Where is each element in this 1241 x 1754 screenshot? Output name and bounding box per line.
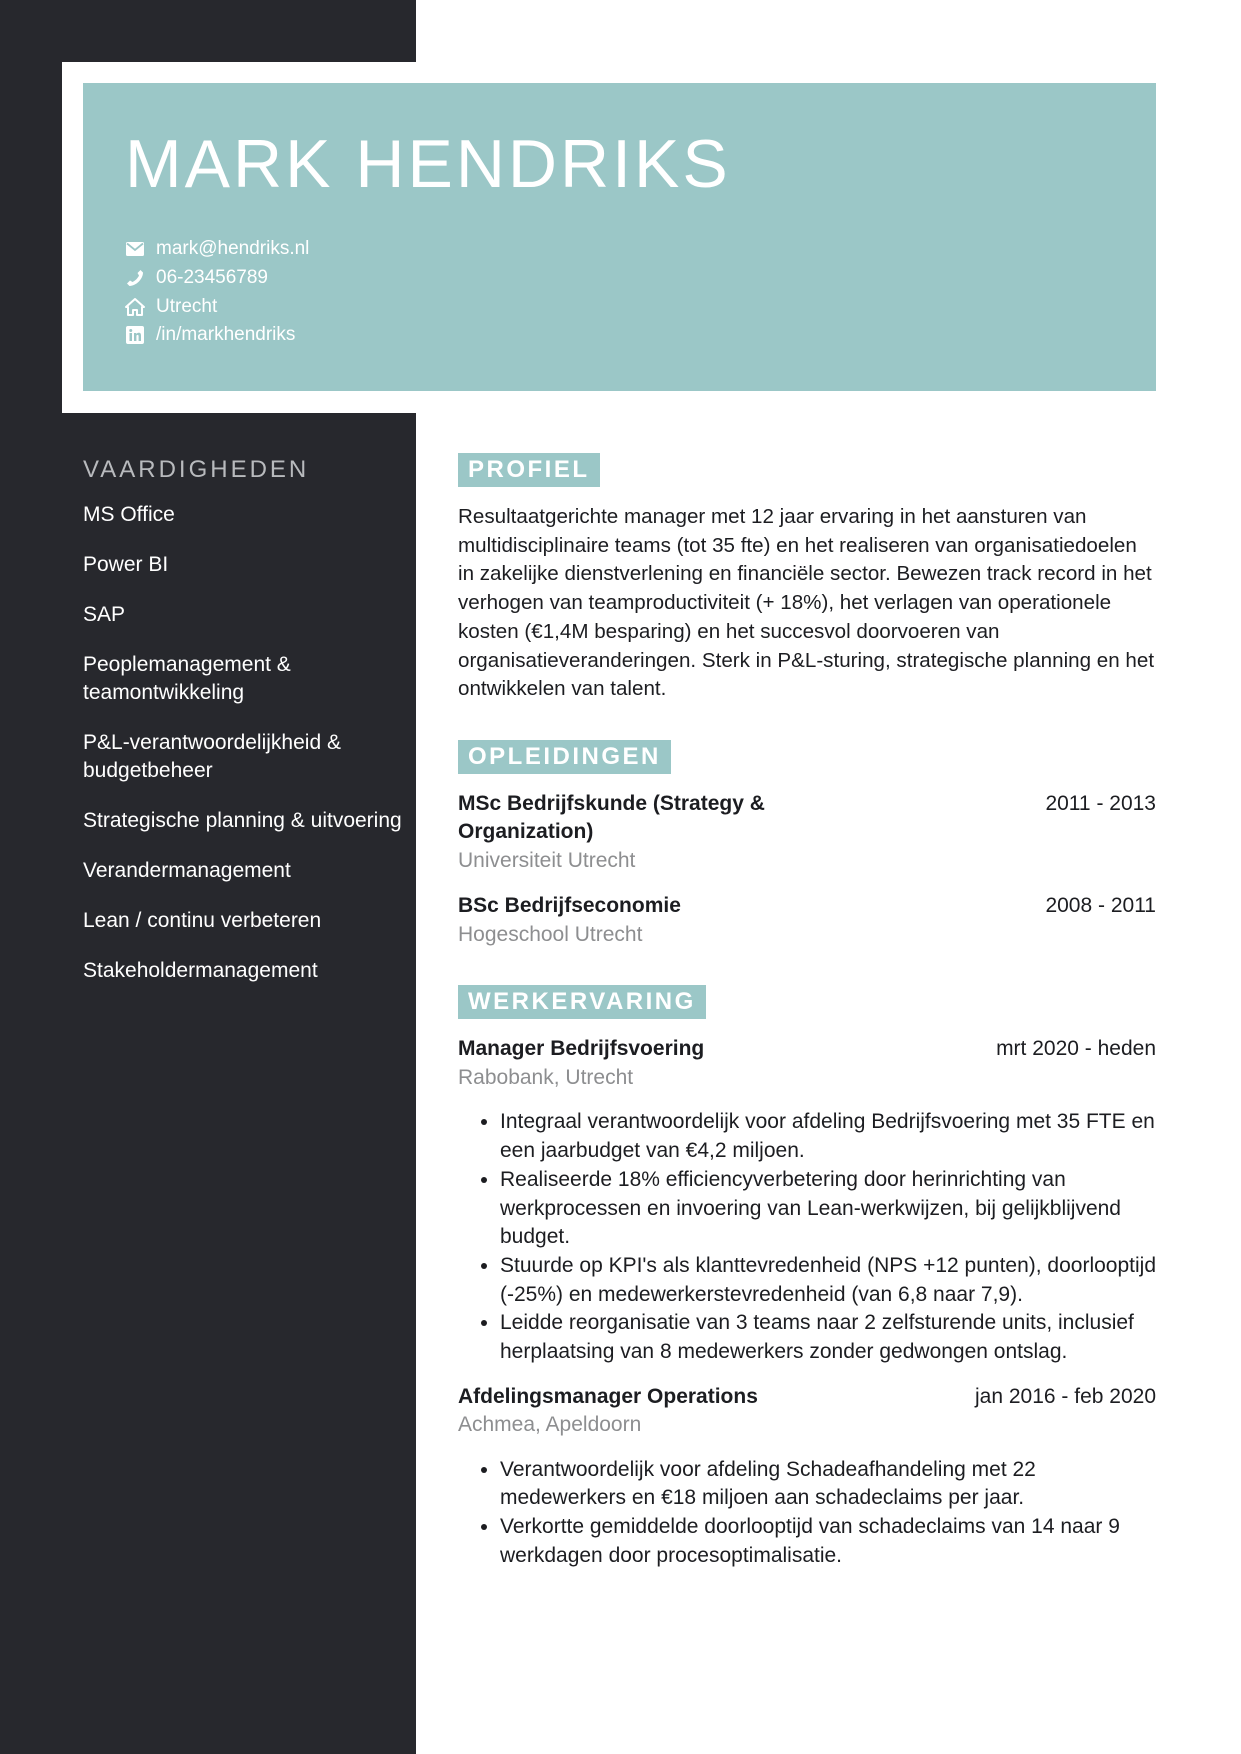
skill-item: Verandermanagement — [83, 859, 291, 882]
skill-item: MS Office — [83, 503, 175, 526]
contact-list — [125, 235, 309, 350]
education-heading: OPLEIDINGEN — [458, 740, 671, 774]
profile-heading: PROFIEL — [458, 453, 600, 487]
skill-item: Power BI — [83, 553, 169, 576]
school-name: Universiteit Utrecht — [458, 848, 636, 872]
skill-item: Stakeholdermanagement — [83, 959, 318, 982]
profile-section — [458, 453, 1156, 704]
contact-phone[interactable] — [125, 264, 309, 293]
employer: Rabobank, Utrecht — [458, 1065, 634, 1089]
job-title: Afdelingsmanager Operations — [458, 1384, 758, 1408]
contact-linkedin[interactable] — [125, 321, 309, 350]
experience-heading: WERKERVARING — [458, 985, 706, 1019]
education-entry — [458, 892, 1156, 949]
main-content — [458, 453, 1156, 1571]
candidate-name: MARK HENDRIKS — [125, 126, 731, 202]
contact-linkedin-text: /in/markhendriks — [156, 324, 296, 346]
skills-heading: VAARDIGHEDEN — [83, 456, 310, 483]
skill-item: Strategische planning & uitvoering — [83, 809, 402, 832]
phone-icon — [125, 268, 145, 288]
bullet-item: • Verkortte gemiddelde doorlooptijd van schadeclaims van 14 naar 9 werkdagen door procesoptimalisatie. — [500, 1513, 1156, 1570]
contact-email-text: mark@hendriks.nl — [156, 238, 310, 260]
job-title: Manager Bedrijfsvoering — [458, 1037, 705, 1061]
bullet-item: • Realiseerde 18% efficiencyverbetering door herinrichting van werkprocessen en invoering van Lean-werkwijzen, bij gelijkblijvend budget. — [500, 1166, 1156, 1252]
experience-entry — [458, 1035, 1156, 1366]
education-dates: 2008 - 2011 — [1045, 894, 1156, 918]
school-name: Hogeschool Utrecht — [458, 922, 643, 946]
education-dates: 2011 - 2013 — [1045, 791, 1156, 815]
home-icon — [125, 297, 145, 317]
degree-title: MSc Bedrijfskunde (Strategy & Organization) — [458, 791, 765, 844]
education-section — [458, 740, 1156, 950]
employer: Achmea, Apeldoorn — [458, 1413, 642, 1437]
header-banner — [83, 83, 1156, 391]
bullet-item: • Verantwoordelijk voor afdeling Schadeafhandeling met 22 medewerkers en €18 miljoen aan schadeclaims per jaar. — [500, 1456, 1156, 1513]
skill-item: SAP — [83, 603, 126, 626]
skills-list — [83, 501, 403, 985]
envelope-icon — [125, 239, 145, 259]
profile-text: Resultaatgerichte manager met 12 jaar ervaring in het aansturen van multidisciplinaire teams (tot 35 fte) en het realiseren van organisatiedoelen in zakelijke dienstverlening en financiële sector. Bewezen track record in het verhogen van teamproductiviteit (+ 18%), het verlagen van operationele kosten (€1,4M besparing) en het succesvol doorvoeren van organisatieveranderingen. Sterk in P&L-sturing, strategische planning en het ontwikkelen van talent. — [458, 505, 1155, 701]
job-dates: mrt 2020 - heden — [996, 1037, 1156, 1061]
experience-entry — [458, 1383, 1156, 1571]
contact-phone-text: 06-23456789 — [156, 267, 268, 289]
degree-title: BSc Bedrijfseconomie — [458, 894, 681, 918]
job-bullets — [458, 1456, 1156, 1571]
bullet-item: • Leidde reorganisatie van 3 teams naar 2 zelfsturende units, inclusief herplaatsing van 8 medewerkers zonder gedwongen ontslag. — [500, 1309, 1156, 1366]
job-bullets — [458, 1108, 1156, 1366]
skill-item: Lean / continu verbeteren — [83, 909, 322, 932]
linkedin-icon — [125, 325, 145, 345]
education-entry — [458, 790, 1156, 876]
bullet-item: • Integraal verantwoordelijk voor afdeling Bedrijfsvoering met 35 FTE en een jaarbudget van €4,2 miljoen. — [500, 1108, 1156, 1165]
contact-location — [125, 292, 309, 321]
skill-item: Peoplemanagement & teamontwikkeling — [83, 653, 291, 704]
contact-email[interactable] — [125, 235, 309, 264]
skills-section — [83, 453, 403, 1007]
bullet-item: • Stuurde op KPI's als klanttevredenheid (NPS +12 punten), doorlooptijd (-25%) en medewerkerstevredenheid (van 6,8 naar 7,9). — [500, 1252, 1156, 1309]
skill-item: P&L-verantwoordelijkheid & budgetbeheer — [83, 731, 341, 782]
job-dates: jan 2016 - feb 2020 — [975, 1384, 1156, 1408]
experience-section — [458, 985, 1156, 1570]
contact-location-text: Utrecht — [156, 295, 218, 317]
